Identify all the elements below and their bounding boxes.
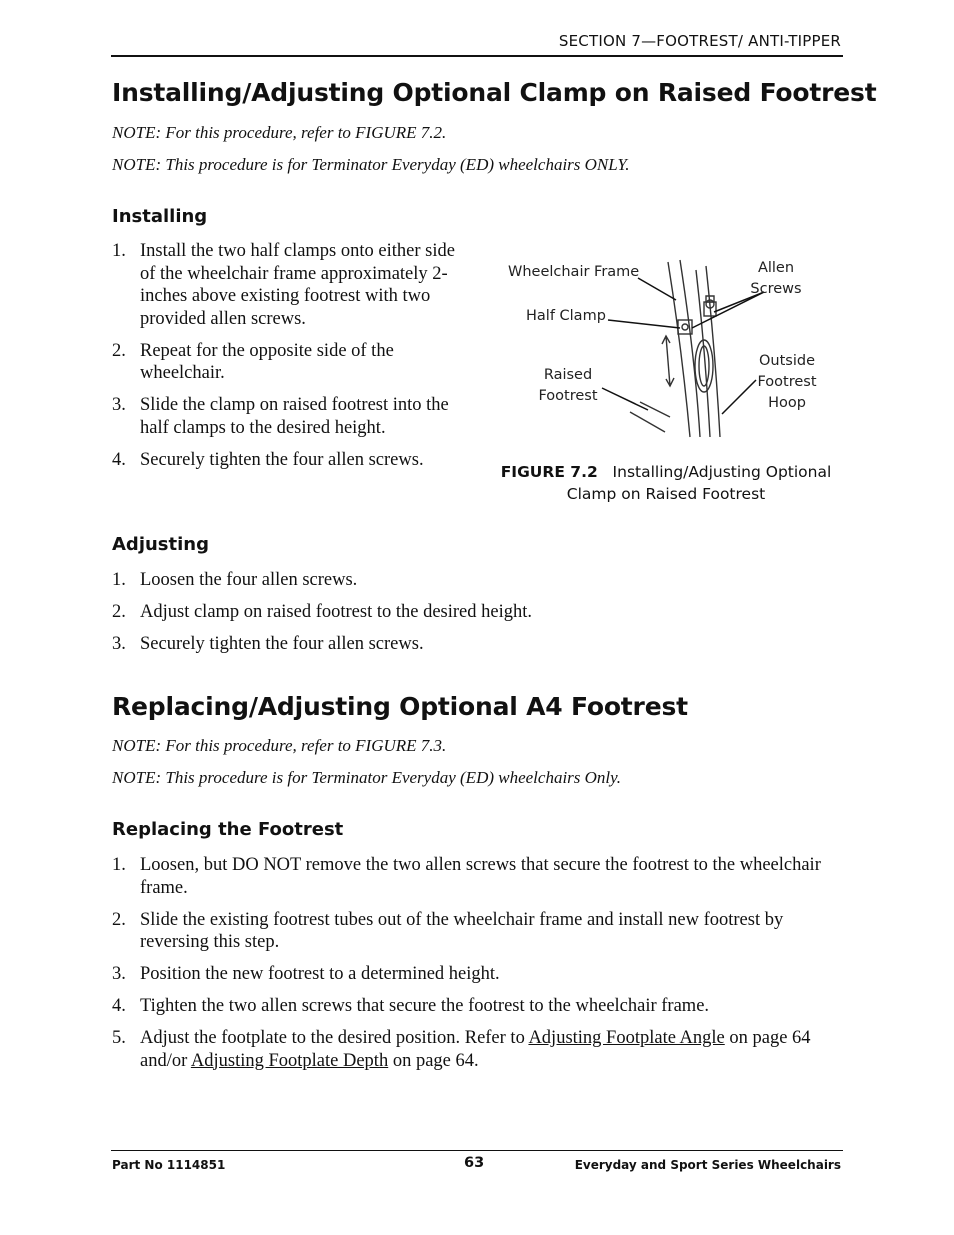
step-number: 1. — [112, 241, 126, 261]
installing-steps — [112, 240, 462, 481]
footer-part-number: Part No 1114851 — [112, 1158, 226, 1172]
label-half-clamp: Half Clamp — [526, 308, 606, 324]
step-text: Loosen the four allen screws. — [140, 570, 358, 590]
step-number: 3. — [112, 964, 126, 984]
section-header: SECTION 7—FOOTREST/ ANTI-TIPPER — [558, 32, 841, 50]
step-number: 2. — [112, 602, 126, 622]
figure-number: FIGURE 7.2 — [500, 463, 598, 481]
step-text: Adjust clamp on raised footrest to the desired height. — [140, 602, 533, 622]
list-item — [112, 963, 842, 986]
step-text: Position the new footrest to a determined height. — [140, 964, 500, 984]
list-item — [112, 601, 842, 624]
step-number: 1. — [112, 570, 126, 590]
list-item — [112, 633, 842, 656]
a4-note-ed-only: NOTE: This procedure is for Terminator Everyday (ED) wheelchairs Only. — [112, 768, 622, 787]
step-text-part3: on page 64. — [388, 1050, 479, 1071]
figure-caption-line1: Installing/Adjusting Optional — [612, 463, 832, 481]
label-raised-footrest-2: Footrest — [538, 388, 598, 404]
clamp-note-ed-only: NOTE: This procedure is for Terminator Everyday (ED) wheelchairs ONLY. — [112, 155, 630, 174]
figure-caption-line2: Clamp on Raised Footrest — [566, 485, 766, 503]
label-outside-hoop-2: Footrest — [757, 374, 817, 390]
step-text-part1: Adjust the footplate to the desired position. Refer to — [140, 1028, 529, 1048]
step-number: 2. — [112, 909, 126, 930]
step-number: 5. — [112, 1028, 126, 1048]
a4-section-title: Replacing/Adjusting Optional A4 Footrest — [112, 692, 688, 721]
header-rule — [111, 55, 843, 57]
list-item — [112, 449, 462, 472]
footer-product-name: Everyday and Sport Series Wheelchairs — [574, 1158, 841, 1172]
step-number: 2. — [112, 340, 126, 361]
list-item — [112, 995, 842, 1018]
footer-rule — [111, 1150, 843, 1151]
list-item — [112, 340, 462, 385]
figure-7-2 — [500, 252, 840, 442]
installing-heading: Installing — [112, 206, 208, 227]
step-text: Loosen, but DO NOT remove the two allen screws that secure the footrest to the wheelchair frame. — [140, 855, 821, 898]
replacing-heading: Replacing the Footrest — [112, 819, 344, 840]
list-item — [112, 854, 842, 899]
step-number: 3. — [112, 395, 126, 415]
footer-page-number: 63 — [464, 1155, 485, 1171]
label-wheelchair-frame: Wheelchair Frame — [508, 264, 640, 280]
label-outside-hoop-3: Hoop — [768, 395, 806, 411]
step-number: 4. — [112, 449, 126, 470]
list-item — [112, 1027, 842, 1072]
list-item — [112, 909, 842, 954]
adjusting-steps — [112, 569, 842, 665]
step-text: Install the two half clamps onto either side of the wheelchair frame approximately 2-inches above existing footrest with two provided allen screws. — [140, 241, 455, 329]
figure-caption — [490, 461, 842, 505]
step-text: Slide the existing footrest tubes out of the wheelchair frame and install new footrest by reversing this step. — [140, 909, 784, 952]
link-adjusting-footplate-angle[interactable]: Adjusting Footplate Angle — [528, 1028, 725, 1048]
link-adjusting-footplate-depth[interactable]: Adjusting Footplate Depth — [190, 1050, 389, 1071]
clamp-section-title: Installing/Adjusting Optional Clamp on Raised Footrest — [112, 78, 877, 107]
step-number: 3. — [112, 634, 126, 654]
list-item — [112, 394, 462, 439]
list-item — [112, 569, 842, 592]
step-text: Securely tighten the four allen screws. — [140, 449, 424, 470]
replacing-steps — [112, 854, 842, 1082]
label-allen-screws-2: Screws — [750, 281, 802, 297]
label-raised-footrest-1: Raised — [543, 367, 593, 383]
a4-note-figure: NOTE: For this procedure, refer to FIGURE 7.3. — [112, 736, 447, 755]
step-text: Tighten the two allen screws that secure the footrest to the wheelchair frame. — [140, 996, 710, 1016]
step-number: 1. — [112, 855, 126, 875]
list-item — [112, 240, 462, 330]
label-outside-hoop-1: Outside — [759, 353, 815, 369]
label-allen-screws-1: Allen — [757, 260, 795, 276]
step-text: Securely tighten the four allen screws. — [140, 634, 424, 654]
step-text: Slide the clamp on raised footrest into the half clamps to the desired height. — [140, 395, 449, 438]
step-number: 4. — [112, 996, 126, 1016]
clamp-note-figure: NOTE: For this procedure, refer to FIGURE 7.2. — [112, 123, 447, 142]
step-text-part2: on page 64 and/or — [140, 1028, 811, 1071]
step-text: Repeat for the opposite side of the wheelchair. — [140, 340, 394, 383]
adjusting-heading: Adjusting — [112, 534, 209, 555]
